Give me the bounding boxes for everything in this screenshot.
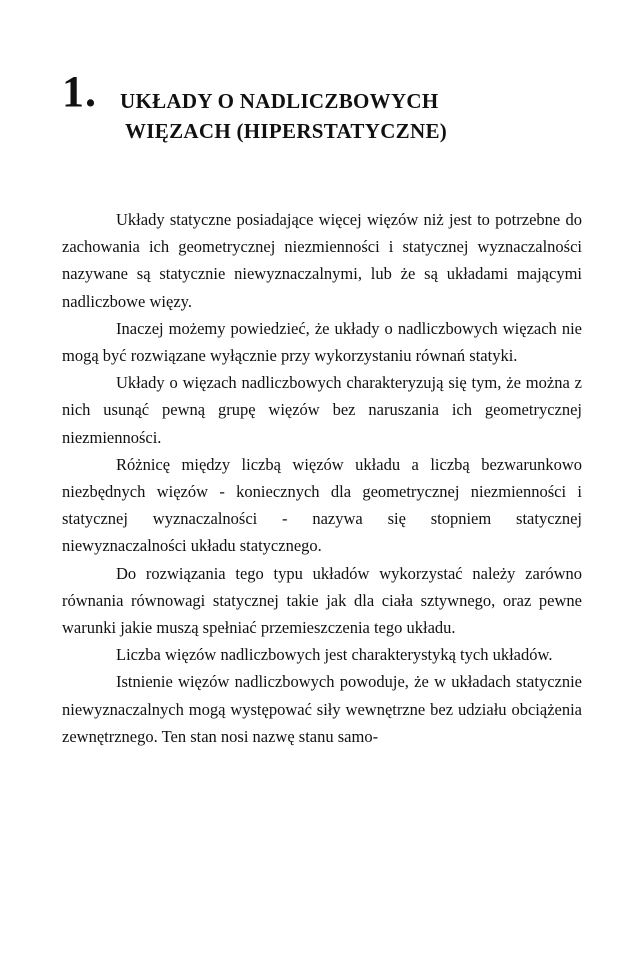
paragraph: Inaczej możemy powiedzieć, że układy o nadliczbowych więzach nie mogą być rozwiązane wyłącznie przy wykorzystaniu równań statyki. xyxy=(62,318,582,366)
paragraph: Układy o więzach nadliczbowych charakteryzują się tym, że można z nich usunąć pewną grupę więzów bez naruszania ich geometrycznej niezmienności. xyxy=(62,373,582,447)
chapter-title-line-1: UKŁADY O NADLICZBOWYCH xyxy=(120,89,439,113)
paragraph: Układy statyczne posiadające więcej więzów niż jest to potrzebne do zachowania ich geometrycznej niezmienności i statycznej wyznaczalności nazywane są statycznie niewyznaczalnymi, lub że są układami mającymi nadliczbowe więzy. xyxy=(62,210,582,311)
chapter-number: 1. xyxy=(62,67,97,116)
paragraph: Różnicę między liczbą więzów układu a liczbą bezwarunkowo niezbędnych więzów - koniecznych dla geometrycznej niezmienności i statycznej wyznaczalności - nazywa się stopniem statycznej niewyznaczalności układu statycznego. xyxy=(62,454,582,556)
chapter-title-line-2: WIĘZACH (HIPERSTATYCZNE) xyxy=(125,119,448,143)
paragraph: Istnienie więzów nadliczbowych powoduje, że w układach statycznie niewyznaczalnych mogą występować siły wewnętrzne bez udziału obciążenia zewnętrznego. Ten stan nosi nazwę stanu samo- xyxy=(62,672,582,746)
body-text xyxy=(62,206,582,750)
paragraph: Do rozwiązania tego typu układów wykorzystać należy zarówno równania równowagi statycznej takie jak dla ciała sztywnego, oraz pewne warunki jakie muszą spełniać przemieszczenia tego układu. xyxy=(62,563,582,638)
chapter-title xyxy=(120,86,447,146)
paragraph: Liczba więzów nadliczbowych jest charakterystyką tych układów. xyxy=(116,645,553,665)
